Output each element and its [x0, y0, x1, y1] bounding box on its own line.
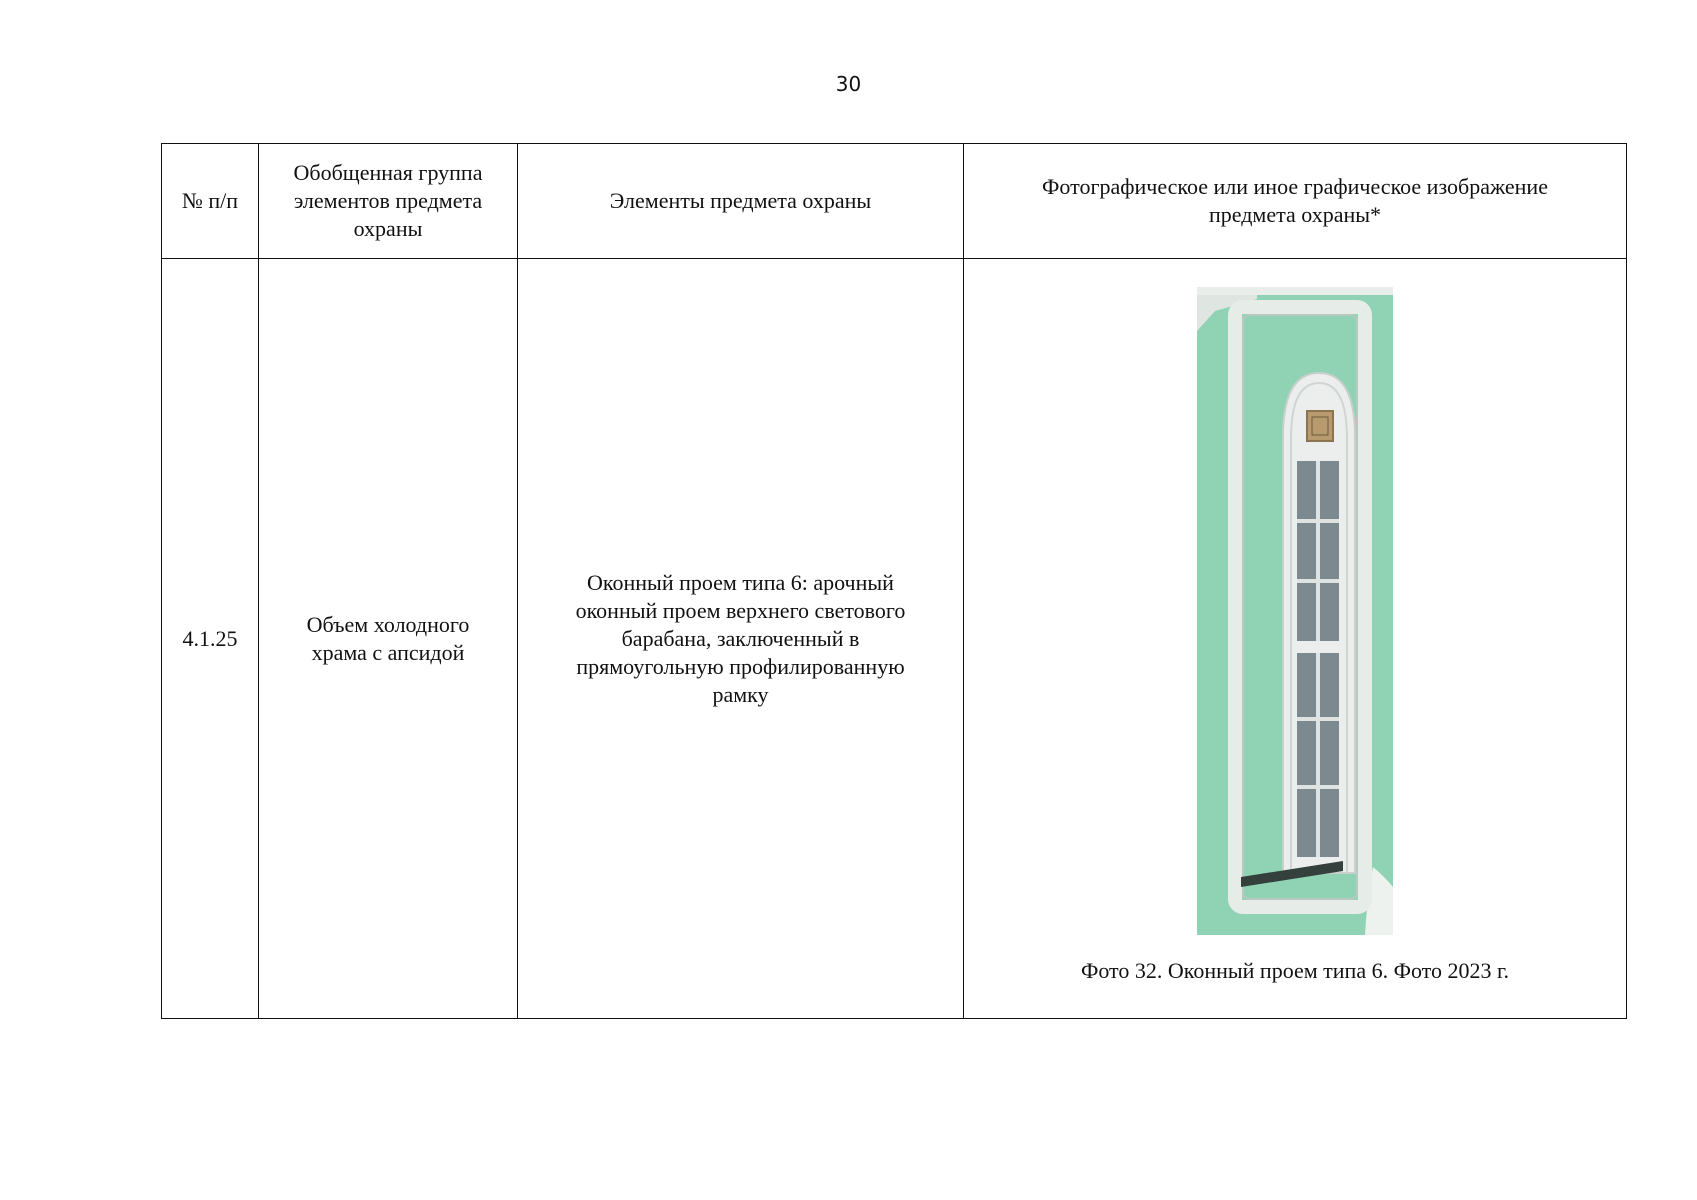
row-element: Оконный проем типа 6: арочный оконный проем верхнего светового барабана, заключенный в прямоугольную профилированную рамку [518, 259, 964, 1019]
page-number: 30 [835, 72, 862, 96]
row-group: Объем холодного храма с апсидой [259, 259, 518, 1019]
row-number: 4.1.25 [162, 259, 259, 1019]
header-group: Обобщенная группа элементов предмета охраны [259, 144, 518, 259]
header-number: № п/п [162, 144, 259, 259]
header-elements: Элементы предмета охраны [518, 144, 964, 259]
header-image: Фотографическое или иное графическое изображение предмета охраны* [964, 144, 1627, 259]
protection-table [161, 143, 1627, 1019]
photo-caption: Фото 32. Оконный проем типа 6. Фото 2023 г. [1080, 958, 1510, 983]
window-photo [1197, 287, 1393, 935]
row-photo-cell [964, 259, 1627, 1019]
table-header-row [162, 144, 1627, 259]
window-photo-image [1197, 287, 1393, 935]
table-row [162, 259, 1627, 1019]
